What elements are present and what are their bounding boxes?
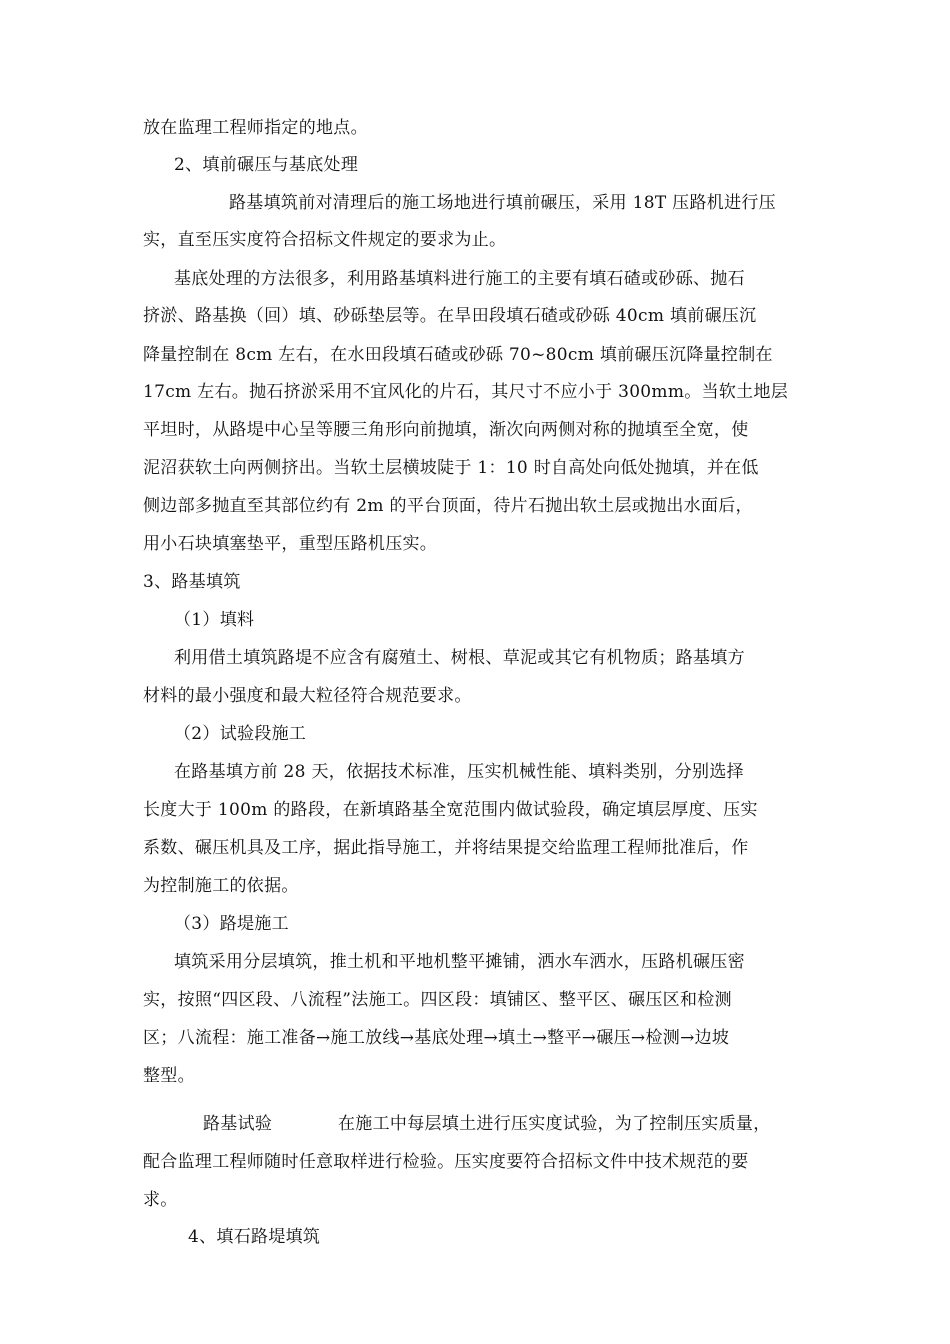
text-line: 系数、碾压机具及工序，据此指导施工，并将结果提交给监理工程师批准后，作 bbox=[143, 838, 749, 858]
text-line: 实，直至压实度符合招标文件规定的要求为止。 bbox=[143, 230, 507, 250]
subsection-heading: （1）填料 bbox=[174, 610, 255, 630]
text-line: 降量控制在 8cm 左右，在水田段填石碴或砂砾 70~80cm 填前碾压沉降量控制在 bbox=[143, 345, 773, 365]
text-line: 平坦时，从路堤中心呈等腰三角形向前抛填，渐次向两侧对称的抛填至全宽，使 bbox=[143, 420, 749, 440]
text-line: 基底处理的方法很多，利用路基填料进行施工的主要有填石碴或砂砾、抛石 bbox=[174, 269, 745, 289]
section-heading: 2、填前碾压与基底处理 bbox=[174, 155, 359, 175]
text-line: 整型。 bbox=[143, 1066, 195, 1086]
text-line: 路基填筑前对清理后的施工场地进行填前碾压，采用 18T 压路机进行压 bbox=[229, 193, 776, 213]
text-line: 在路基填方前 28 天，依据技术标准，压实机械性能、填料类别，分别选择 bbox=[174, 762, 744, 782]
text-line: 填筑采用分层填筑，推土机和平地机整平摊铺，洒水车洒水，压路机碾压密 bbox=[174, 952, 745, 972]
text-line: 长度大于 100m 的路段，在新填路基全宽范围内做试验段，确定填层厚度、压实 bbox=[143, 800, 758, 820]
text-line: 放在监理工程师指定的地点。 bbox=[143, 118, 368, 138]
text-line: 材料的最小强度和最大粒径符合规范要求。 bbox=[143, 686, 472, 706]
text-line: 侧边部多抛直至其部位约有 2m 的平台顶面，待片石抛出软土层或抛出水面后， bbox=[143, 496, 753, 516]
text-line: 区；八流程：施工准备→施工放线→基底处理→填土→整平→碾压→检测→边坡 bbox=[143, 1028, 730, 1048]
subsection-heading: （3）路堤施工 bbox=[174, 914, 289, 934]
section-heading: 4、填石路堤填筑 bbox=[188, 1227, 321, 1247]
text-line: 配合监理工程师随时任意取样进行检验。压实度要符合招标文件中技术规范的要 bbox=[143, 1152, 749, 1172]
text-line: 泥沼获软土向两侧挤出。当软土层横坡陡于 1：10 时自高处向低处抛填，并在低 bbox=[143, 458, 759, 478]
subsection-heading: （2）试验段施工 bbox=[174, 724, 307, 744]
text-line: 用小石块填塞垫平，重型压路机压实。 bbox=[143, 534, 438, 554]
text-line: 实，按照“四区段、八流程”法施工。四区段：填铺区、整平区、碾压区和检测 bbox=[143, 990, 732, 1010]
run-in-heading: 路基试验 bbox=[203, 1114, 273, 1134]
text-line: 利用借土填筑路堤不应含有腐殖土、树根、草泥或其它有机物质；路基填方 bbox=[174, 648, 745, 668]
text-line: 挤淤、路基换（回）填、砂砾垫层等。在旱田段填石碴或砂砾 40cm 填前碾压沉 bbox=[143, 306, 757, 326]
text-line: 求。 bbox=[143, 1190, 178, 1210]
text-line: 在施工中每层填土进行压实度试验，为了控制压实质量， bbox=[338, 1114, 771, 1134]
section-heading: 3、路基填筑 bbox=[143, 572, 241, 592]
text-line: 17cm 左右。抛石挤淤采用不宜风化的片石，其尺寸不应小于 300mm。当软土地层 bbox=[143, 382, 789, 402]
text-line: 为控制施工的依据。 bbox=[143, 876, 299, 896]
